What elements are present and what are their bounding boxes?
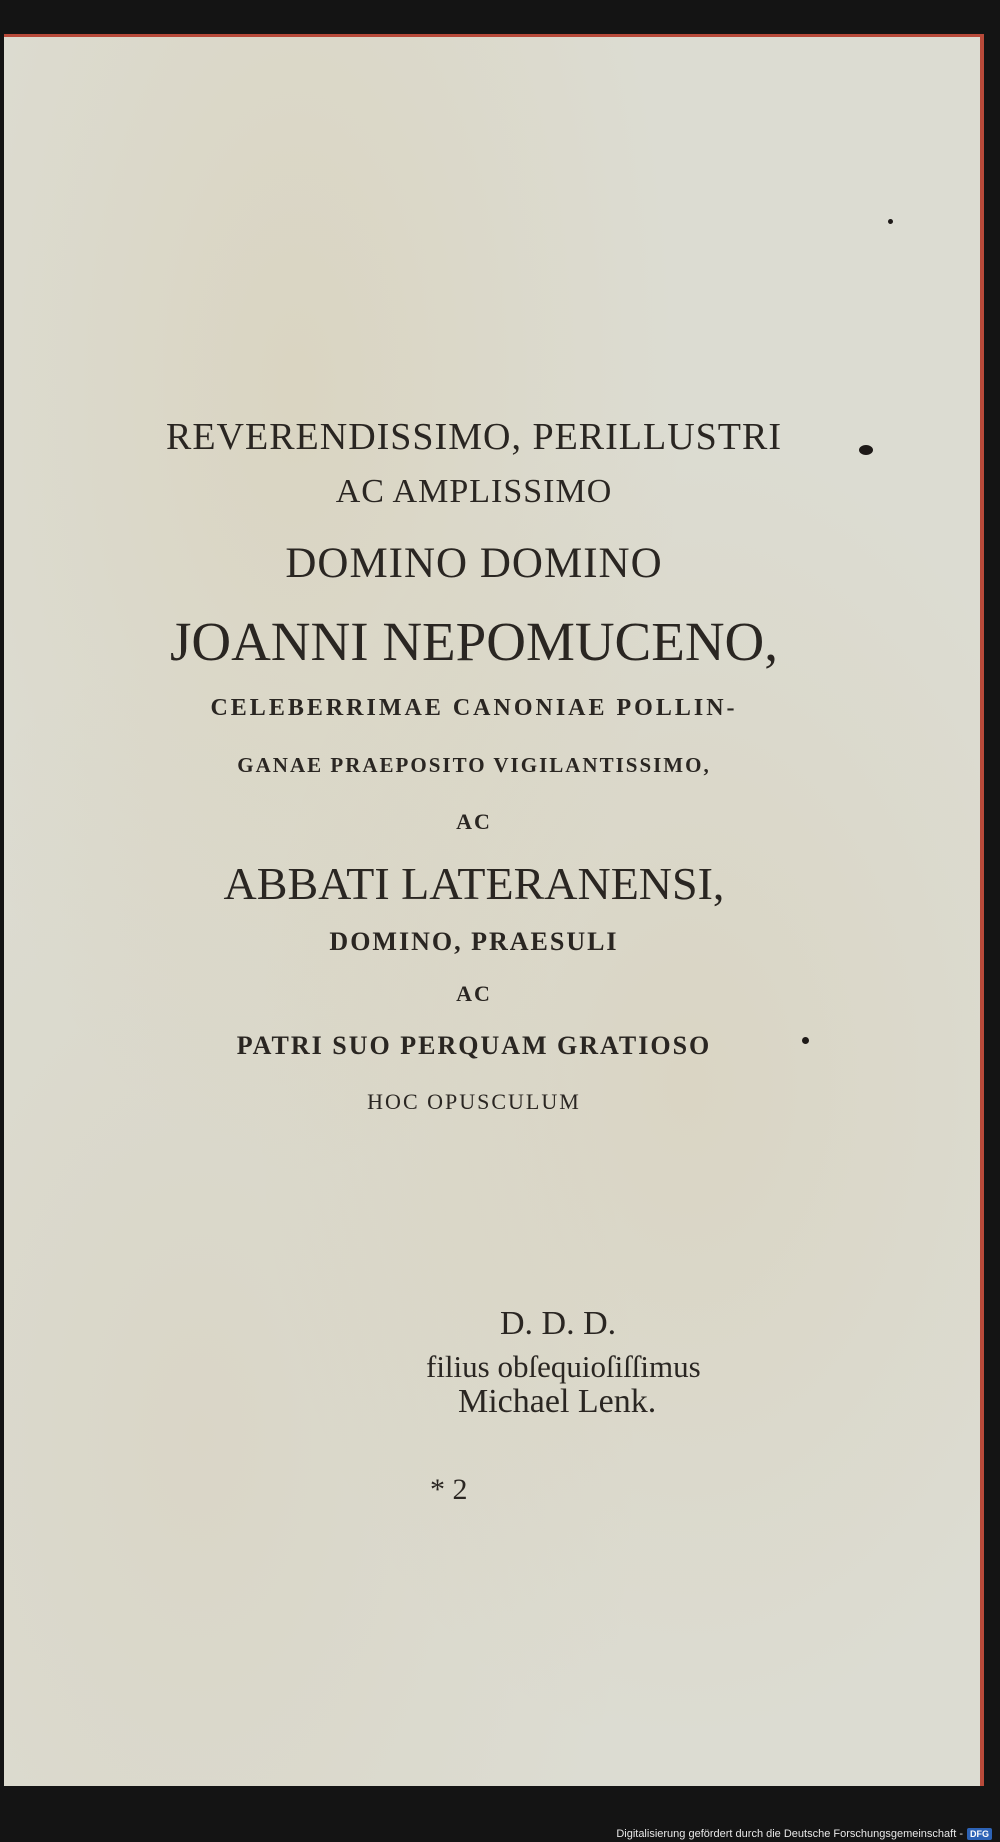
ink-spot xyxy=(859,445,873,455)
dedication-line-3: DOMINO DOMINO xyxy=(285,540,663,587)
dedication-line-11: PATRI SUO PERQUAM GRATIOSO xyxy=(236,1031,712,1060)
dedication-line-6: GANAE PRAEPOSITO VIGILANTISSIMO, xyxy=(237,753,711,777)
dedication-line-9: DOMINO, PRAESULI xyxy=(329,927,619,956)
dedication-line-7: AC xyxy=(456,809,492,834)
signature-author: Michael Lenk. xyxy=(458,1383,657,1420)
dedication-line-8: ABBATI LATERANENSI, xyxy=(223,858,725,909)
signature-filius: filius obſequioſiſſimus xyxy=(426,1349,701,1384)
signature-ddd: D. D. D. xyxy=(500,1305,617,1342)
signature-mark: * 2 xyxy=(430,1473,468,1506)
dedication-line-2: AC AMPLISSIMO xyxy=(335,473,613,510)
dedication-line-5: CELEBERRIMAE CANONIAE POLLIN- xyxy=(210,695,738,721)
ink-spot xyxy=(888,219,893,224)
digitization-credit xyxy=(616,1828,992,1840)
dfg-logo: DFG xyxy=(967,1828,992,1840)
dedication-line-1: REVERENDISSIMO, PERILLUSTRI xyxy=(165,416,783,458)
dedication-line-12: HOC OPUSCULUM xyxy=(367,1089,581,1114)
footer-text: Digitalisierung gefördert durch die Deutsche Forschungsgemeinschaft - xyxy=(616,1828,963,1840)
dedicatee-name: JOANNI NEPOMUCENO, xyxy=(169,611,779,672)
dedication-line-10: AC xyxy=(456,981,492,1006)
ink-spot xyxy=(802,1037,809,1044)
book-page xyxy=(4,34,984,1786)
